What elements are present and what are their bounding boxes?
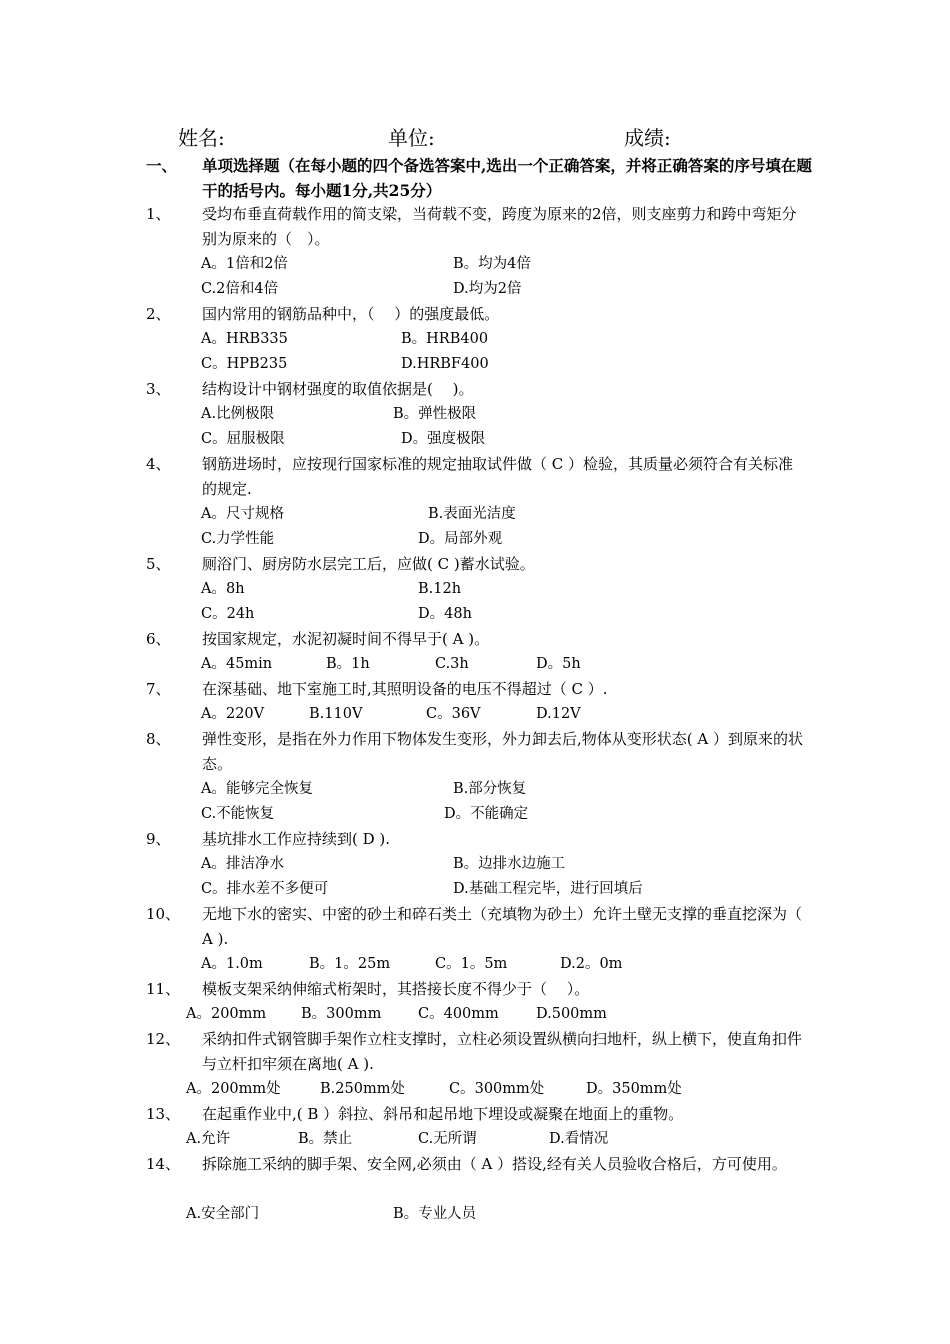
option-c: C.不能恢复: [201, 806, 275, 822]
option-b: B。边排水边施工: [453, 856, 566, 872]
section-number: 一、: [146, 156, 178, 175]
option-a: A。HRB335: [201, 331, 288, 347]
option-a: A。排洁净水: [201, 856, 284, 872]
option-c: C。36V: [426, 706, 481, 722]
option-d: D.2。0m: [560, 956, 623, 972]
question-stem: 在深基础、地下室施工时,其照明设备的电压不得超过（ C ）.: [202, 680, 608, 698]
option-c: C。300mm处: [449, 1081, 545, 1097]
option-b: B。300mm: [301, 1006, 382, 1022]
question-stem: 在起重作业中,( B ）斜拉、斜吊和起吊地下埋设或凝聚在地面上的重物。: [202, 1105, 684, 1123]
name-label: 姓名:: [178, 126, 225, 150]
question-number: 12、: [146, 1030, 181, 1048]
unit-label: 单位:: [388, 126, 435, 150]
section-title: 单项选择题（在每小题的四个备选答案中,选出一个正确答案，并将正确答案的序号填在题干的括号内。每小题1分,共25分）: [202, 156, 812, 200]
question-stem: 结构设计中钢材强度的取值依据是( )。: [202, 380, 474, 398]
option-a: A。能够完全恢复: [201, 781, 313, 797]
option-c: C.无所谓: [418, 1131, 477, 1147]
option-d: D.基础工程完毕，进行回填后: [453, 881, 643, 897]
option-d: D。强度极限: [401, 431, 486, 447]
score-label: 成绩:: [624, 126, 671, 150]
question-stem: 基坑排水工作应持续到( D ).: [202, 830, 391, 848]
question-stem: 无地下水的密实、中密的砂土和碎石类土（充填物为砂土）允许土壁无支撑的垂直挖深为（ A ).: [202, 905, 803, 948]
option-c: C.力学性能: [201, 531, 275, 547]
question-stem: 厕浴门、厨房防水层完工后，应做( C )蓄水试验。: [202, 555, 535, 573]
option-a: A。尺寸规格: [201, 506, 284, 522]
option-d: D。5h: [536, 656, 581, 672]
option-d: D。350mm处: [586, 1081, 682, 1097]
option-b: B。均为4倍: [453, 256, 531, 272]
option-a: A。220V: [201, 706, 265, 722]
option-b: B。弹性极限: [393, 406, 477, 422]
option-c: C。400mm: [418, 1006, 499, 1022]
option-d: D。48h: [418, 606, 472, 622]
question-number: 9、: [146, 830, 171, 848]
option-a: A。200mm: [186, 1006, 267, 1022]
question-number: 7、: [146, 680, 171, 698]
option-a: A。8h: [201, 581, 245, 597]
option-d: D.500mm: [536, 1006, 607, 1022]
question-number: 8、: [146, 730, 171, 748]
option-d: D.HRBF400: [401, 356, 489, 372]
option-c: C。1。5m: [435, 956, 508, 972]
question-number: 11、: [146, 980, 181, 998]
option-a: A。1.0m: [201, 956, 263, 972]
question-stem: 钢筋进场时，应按现行国家标准的规定抽取试件做（ C ）检验，其质量必须符合有关标准的规定.: [202, 455, 794, 498]
question-number: 5、: [146, 555, 171, 573]
option-b: B.12h: [418, 581, 462, 597]
question-stem: 弹性变形，是指在外力作用下物体发生变形，外力卸去后,物体从变形状态( A ）到原来的状态。: [202, 730, 803, 773]
question-stem: 采纳扣件式钢管脚手架作立柱支撑时，立柱必须设置纵横向扫地杆，纵上横下，使直角扣件与立杆扣牢须在离地( A ).: [202, 1030, 803, 1073]
question-stem: 按国家规定，水泥初凝时间不得早于( A )。: [202, 630, 490, 648]
option-b: B.250mm处: [320, 1081, 405, 1097]
option-c: C。排水差不多便可: [201, 881, 329, 897]
option-b: B。禁止: [298, 1131, 353, 1147]
option-a: A。1倍和2倍: [201, 256, 288, 272]
option-c: C。屈服极限: [201, 431, 285, 447]
option-b: B.表面光洁度: [428, 506, 516, 522]
option-d: D。局部外观: [418, 531, 503, 547]
option-b: B.110V: [309, 706, 363, 722]
option-a: A。45min: [201, 656, 273, 672]
option-b: B.部分恢复: [453, 781, 527, 797]
option-b: B。1。25m: [309, 956, 391, 972]
question-number: 3、: [146, 380, 171, 398]
question-stem: 拆除施工采纳的脚手架、安全网,必须由（ A ）搭设,经有关人员验收合格后，方可使用。: [202, 1155, 787, 1173]
option-d: D.均为2倍: [453, 281, 522, 297]
option-a: A.允许: [186, 1131, 231, 1147]
option-b: B。HRB400: [401, 331, 489, 347]
question-number: 10、: [146, 905, 181, 923]
question-number: 4、: [146, 455, 171, 473]
question-number: 13、: [146, 1105, 181, 1123]
option-a: A.比例极限: [201, 406, 275, 422]
option-c: C.2倍和4倍: [201, 281, 279, 297]
question-stem: 国内常用的钢筋品种中，（ ）的强度最低。: [202, 305, 500, 323]
option-b: B。1h: [326, 656, 370, 672]
option-a: A。200mm处: [186, 1081, 281, 1097]
option-d: D。不能确定: [444, 806, 529, 822]
option-d: D.看情况: [549, 1131, 609, 1147]
question-number: 1、: [146, 205, 171, 223]
option-d: D.12V: [536, 706, 581, 722]
question-number: 14、: [146, 1155, 181, 1173]
option-a: A.安全部门: [186, 1206, 260, 1222]
question-number: 2、: [146, 305, 171, 323]
question-stem: 受均布垂直荷载作用的简支梁，当荷载不变，跨度为原来的2倍，则支座剪力和跨中弯矩分别为原来的（ ）。: [202, 205, 797, 248]
option-c: C.3h: [435, 656, 469, 672]
option-c: C。HPB235: [201, 356, 288, 372]
option-b: B。专业人员: [393, 1206, 477, 1222]
question-stem: 模板支架采纳伸缩式桁架时，其搭接长度不得少于（ ）。: [202, 980, 590, 998]
option-c: C。24h: [201, 606, 255, 622]
question-number: 6、: [146, 630, 171, 648]
exam-header: [0, 122, 950, 152]
